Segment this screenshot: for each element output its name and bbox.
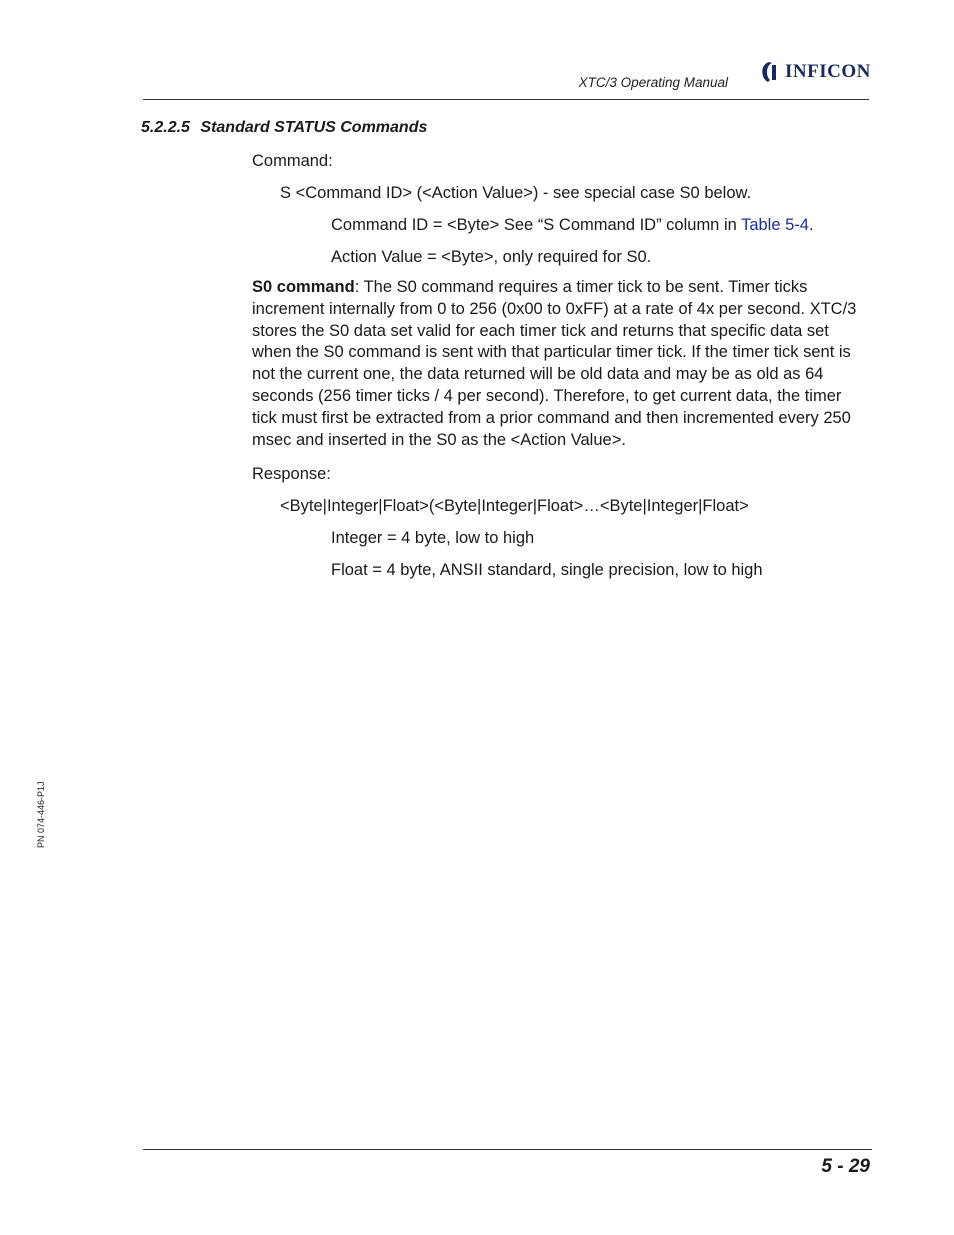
inficon-logo-icon bbox=[760, 60, 782, 84]
action-value-line: Action Value = <Byte>, only required for S0. bbox=[331, 248, 652, 266]
command-label: Command: bbox=[252, 152, 333, 170]
part-number: PN 074-446-P1J bbox=[36, 781, 46, 848]
section-number: 5.2.2.5 bbox=[141, 119, 190, 136]
section-title: Standard STATUS Commands bbox=[200, 119, 428, 136]
response-syntax: <Byte|Integer|Float>(<Byte|Integer|Float>…<Byte|Integer|Float> bbox=[280, 497, 749, 515]
inficon-logo bbox=[760, 59, 871, 85]
s0-command-lead: S0 command bbox=[252, 278, 355, 296]
command-id-line bbox=[331, 214, 814, 236]
float-definition: Float = 4 byte, ANSII standard, single precision, low to high bbox=[331, 561, 763, 579]
table-5-4-link[interactable]: Table 5-4 bbox=[741, 216, 809, 234]
running-header-title: XTC/3 Operating Manual bbox=[578, 75, 728, 90]
s0-command-paragraph bbox=[252, 277, 870, 451]
command-id-suffix: . bbox=[808, 216, 814, 234]
section-heading bbox=[141, 119, 427, 137]
s0-command-text: : The S0 command requires a timer tick to be sent. Timer ticks increment internally from 0 to 256 (0x00 to 0xFF) at a rate of 4x per second. XTC/3 stores the S0 data set valid for each timer tick and returns that specific data set when the S0 command is sent with that particular timer tick. If the timer tick sent is not the current one, the data returned will be old data and may be as old as 64 seconds (256 timer ticks / 4 per second). Therefore, to get current data, the timer tick must first be extracted from a prior command and then incremented every 250 msec and inserted in the S0 as the <Action Value>. bbox=[252, 278, 857, 449]
header-rule bbox=[143, 99, 869, 100]
integer-definition: Integer = 4 byte, low to high bbox=[331, 529, 535, 547]
command-id-text: Command ID = <Byte> See “S Command ID” column in bbox=[331, 216, 742, 234]
footer-rule bbox=[143, 1149, 872, 1150]
logo-wordmark: INFICON bbox=[785, 61, 871, 82]
response-label: Response: bbox=[252, 465, 331, 483]
command-syntax: S <Command ID> (<Action Value>) - see special case S0 below. bbox=[280, 184, 752, 202]
page-number: 5 - 29 bbox=[821, 1156, 870, 1177]
